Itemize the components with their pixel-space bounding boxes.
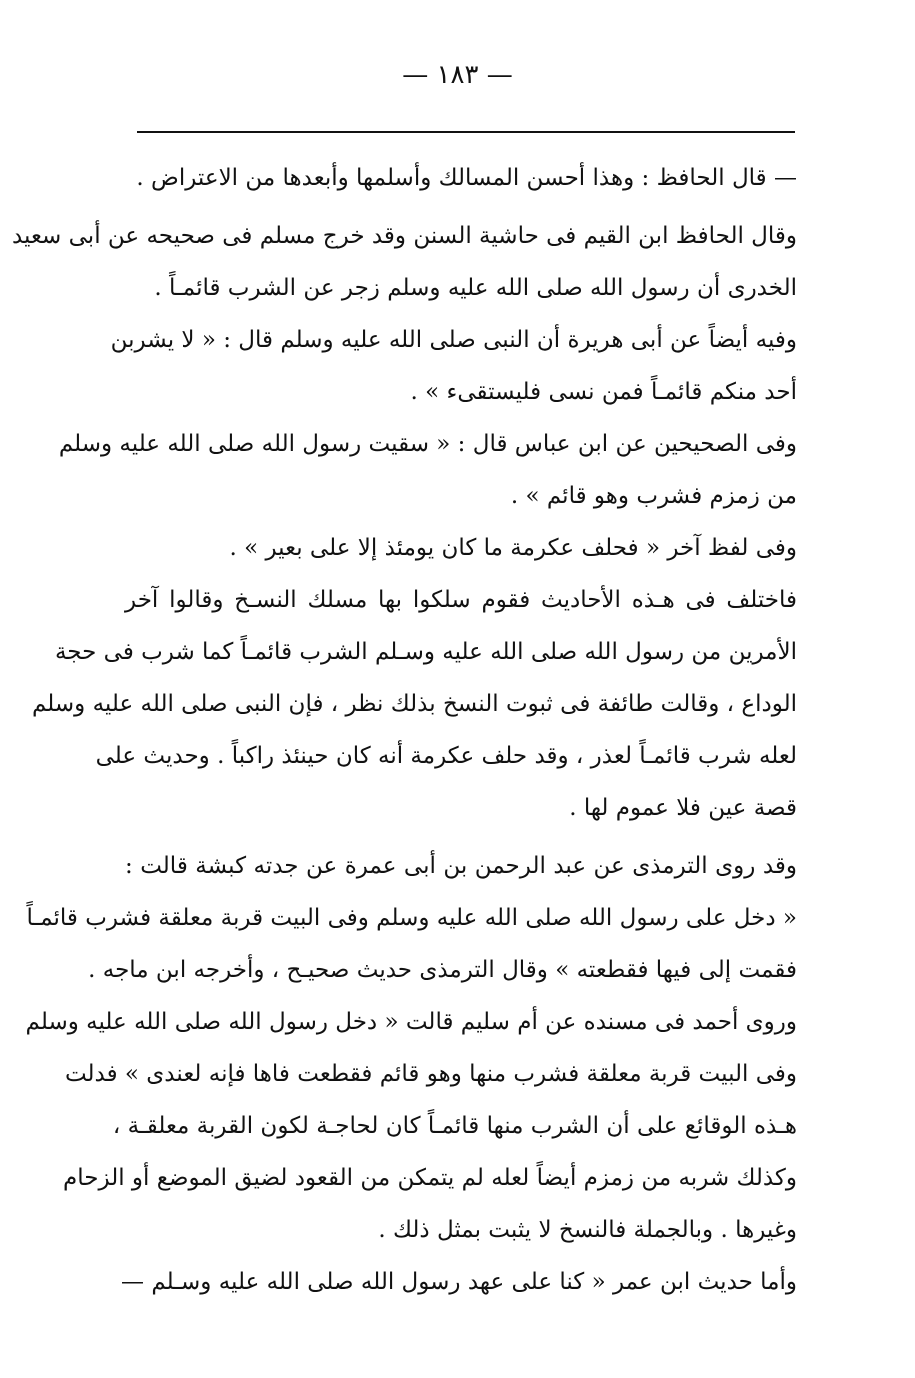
text-line: وكذلك شربه من زمزم أيضاً لعله لم يتمكن من القعود لضيق الموضع أو الزحام: [63, 1165, 797, 1191]
text-line: وأما حديث ابن عمر « كنا على عهد رسول الله صلى الله عليه وسـلم —: [121, 1269, 797, 1295]
text-line: وغيرها . وبالجملة فالنسخ لا يثبت بمثل ذلك .: [378, 1217, 797, 1243]
text-line: فقمت إلى فيها فقطعته » وقال الترمذى حديث صحيـح ، وأخرجه ابن ماجه .: [88, 957, 797, 983]
text-line: وقال الحافظ ابن القيم فى حاشية السنن وقد خرج مسلم فى صحيحه عن أبى سعيد: [11, 223, 797, 249]
text-line: وفى البيت قربة معلقة فشرب منها وهو قائم فقطعت فاها فإنه لعندى » فدلت: [64, 1061, 797, 1087]
body-text: [11, 152, 797, 1308]
text-line: وفيه أيضاً عن أبى هريرة أن النبى صلى الله عليه وسلم قال : « لا يشربن: [110, 327, 797, 353]
text-line: لعله شرب قائمـاً لعذر ، وقد حلف عكرمة أنه كان حينئذ راكباً . وحديث على: [95, 743, 797, 769]
text-line: قصة عين فلا عموم لها .: [569, 795, 797, 821]
text-line: — قال الحافظ : وهذا أحسن المسالك وأسلمها وأبعدها من الاعتراض .: [136, 165, 797, 191]
text-line: من زمزم فشرب وهو قائم » .: [510, 483, 797, 509]
text-line: الوداع ، وقالت طائفة فى ثبوت النسخ بذلك نظر ، فإن النبى صلى الله عليه وسلم: [31, 691, 797, 717]
text-line: وقد روى الترمذى عن عبد الرحمن بن أبى عمرة عن جدته كبشة قالت :: [125, 853, 797, 879]
text-line: وفى الصحيحين عن ابن عباس قال : « سقيت رسول الله صلى الله عليه وسلم: [58, 431, 797, 457]
text-line: وفى لفظ آخر « فحلف عكرمة ما كان يومئذ إلا على بعير » .: [229, 535, 797, 561]
text-line: « دخل على رسول الله صلى الله عليه وسلم وفى البيت قربة معلقة فشرب قائمـاً: [26, 905, 797, 931]
text-line: هـذه الوقائع على أن الشرب منها قائمـاً كان لحاجـة لكون القربة معلقـة ،: [112, 1113, 797, 1139]
header-rule: [137, 131, 795, 133]
text-line: فاختلف فى هـذه الأحاديث فقوم سلكوا بها مسلك النسـخ وقالوا آخر: [125, 587, 797, 613]
text-line: الخدرى أن رسول الله صلى الله عليه وسلم زجر عن الشرب قائمـاً .: [154, 275, 797, 301]
text-line: الأمرين من رسول الله صلى الله عليه وسـلم الشرب قائمـاً كما شرب فى حجة: [54, 639, 797, 665]
text-line: وروى أحمد فى مسنده عن أم سليم قالت « دخل رسول الله صلى الله عليه وسلم: [25, 1009, 797, 1035]
page-number: — ١٨٣ —: [402, 60, 513, 90]
text-line: أحد منكم قائمـاً فمن نسى فليستقىء » .: [410, 379, 797, 405]
